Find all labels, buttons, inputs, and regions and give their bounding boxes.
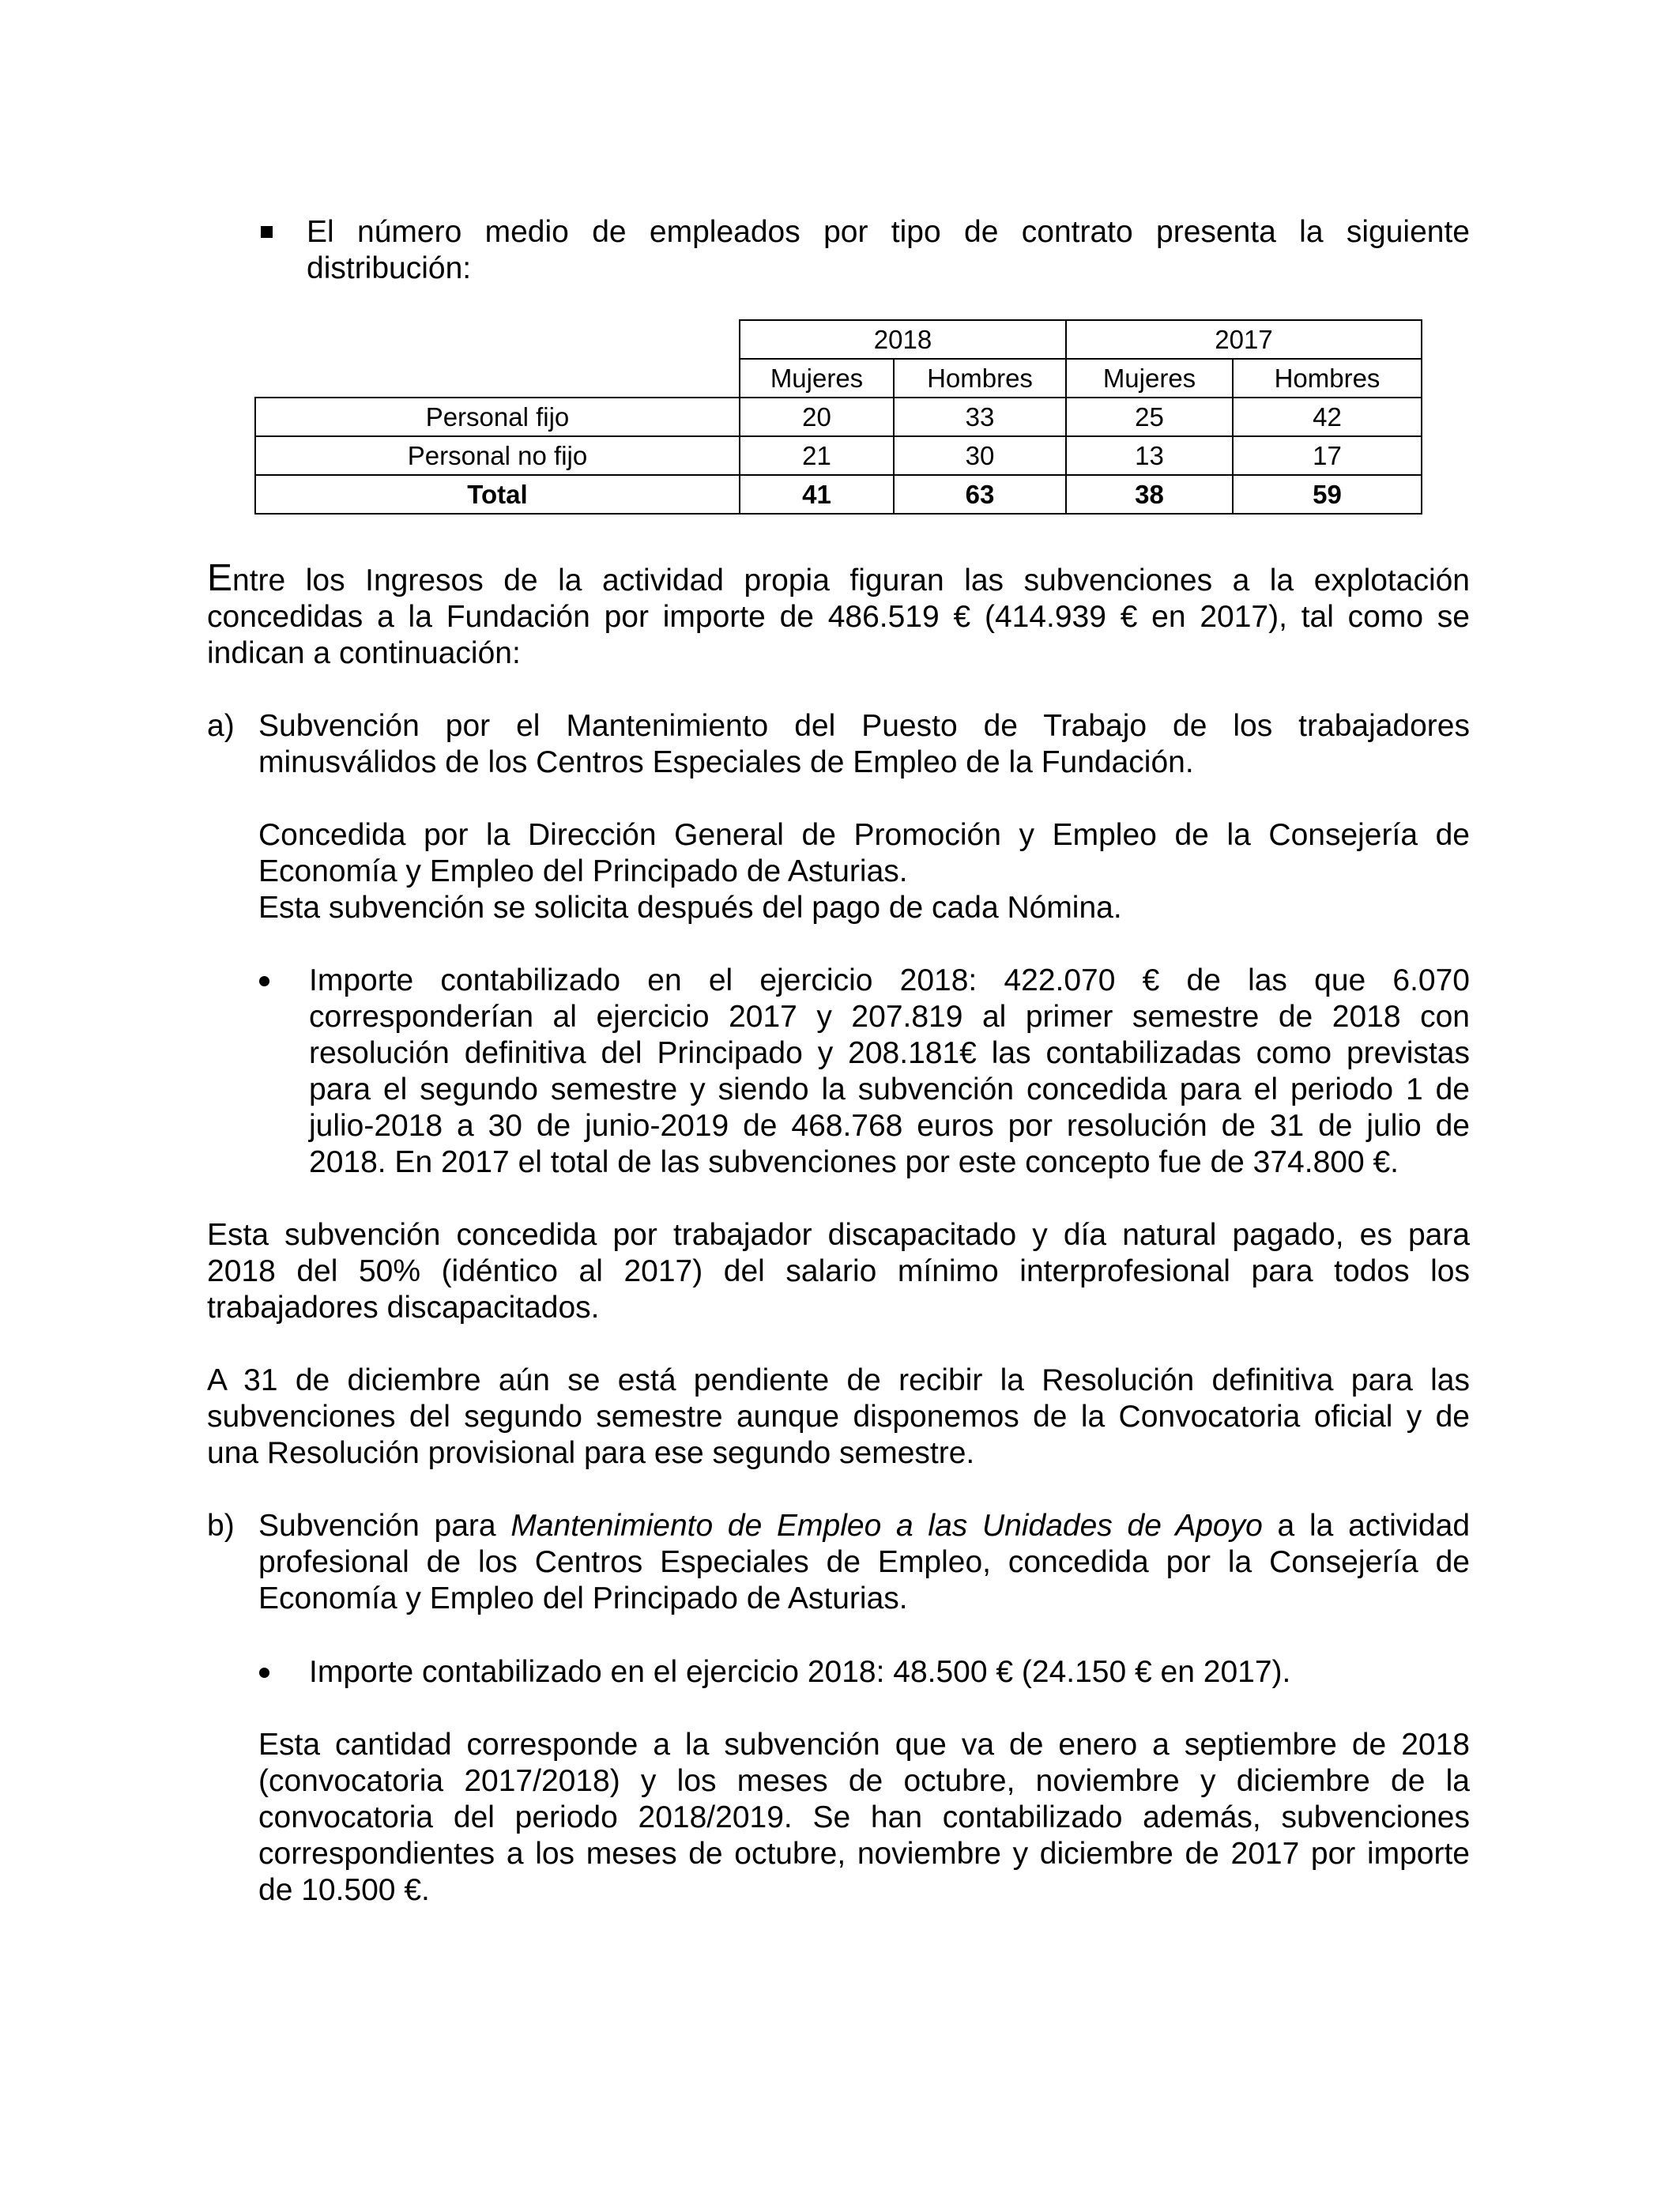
diciembre-line-3: una Resolución provisional para ese segundo semestre. [207, 1436, 975, 1470]
entre-line-1 [207, 557, 1470, 599]
subvencion-line-3: trabajadores discapacitados. [207, 1291, 600, 1325]
item-a-bullet-line-6: 2018. En 2017 el total de las subvenciones por este concepto fue de 374.800 €. [309, 1145, 1399, 1179]
item-a-line-1: Subvención por el Mantenimiento del Puesto de Trabajo de los trabajadores [258, 709, 1470, 743]
item-a-line-2: minusválidos de los Centros Especiales de Empleo de la Fundación. [258, 745, 1194, 779]
table-cell: 20 [740, 398, 894, 436]
year-header: 2017 [1066, 320, 1422, 359]
item-b-line-3: Economía y Empleo del Principado de Asturias. [258, 1581, 908, 1615]
employees-table [254, 319, 1422, 515]
entre-line-1-text: ntre los Ingresos de la actividad propia figuran las subvenciones a la explotación [232, 564, 1470, 598]
subheader-cell: Hombres [894, 359, 1066, 398]
item-a-p2-line-2: Economía y Empleo del Principado de Asturias. [258, 854, 908, 888]
round-bullet-icon [259, 976, 269, 986]
item-b-marker: b) [207, 1509, 235, 1543]
subheader-cell: Mujeres [740, 359, 894, 398]
table-cell: 41 [740, 475, 894, 514]
table-cell: 33 [894, 398, 1066, 436]
year-header: 2018 [740, 320, 1066, 359]
item-b-p-line-1: Esta cantidad corresponde a la subvención que va de enero a septiembre de 2018 [258, 1728, 1470, 1762]
entre-line-2: concedidas a la Fundación por importe de 486.519 € (414.939 € en 2017), tal como se [207, 600, 1470, 634]
table-cell: 38 [1066, 475, 1233, 514]
item-b-line-1-pre: Subvención para [258, 1509, 511, 1543]
table-cell: 63 [894, 475, 1066, 514]
item-b-line-2: profesional de los Centros Especiales de Empleo, concedida por la Consejería de [258, 1545, 1470, 1579]
entre-line-3: indican a continuación: [207, 636, 521, 670]
square-bullet-icon [261, 226, 273, 238]
intro-line-2: distribución: [307, 251, 472, 285]
item-b-p-line-3: convocatoria del periodo 2018/2019. Se han contabilizado además, subvenciones [258, 1800, 1470, 1834]
table-cell: 17 [1233, 436, 1422, 475]
table-total-row [255, 475, 1422, 514]
item-a-p2-line-3: Esta subvención se solicita después del pago de cada Nómina. [258, 891, 1122, 925]
round-bullet-icon [259, 1668, 269, 1678]
subheader-cell: Hombres [1233, 359, 1422, 398]
subheader-cell: Mujeres [1066, 359, 1233, 398]
table-row [255, 398, 1422, 436]
item-b-p-line-5: de 10.500 €. [258, 1873, 430, 1907]
item-b-line-1-post: a la actividad [1262, 1509, 1471, 1543]
table-cell: 42 [1233, 398, 1422, 436]
subvencion-line-1: Esta subvención concedida por trabajador discapacitado y día natural pagado, es para [207, 1218, 1470, 1252]
item-a-p2-line-1: Concedida por la Dirección General de Promoción y Empleo de la Consejería de [258, 818, 1470, 852]
item-b-line-1 [258, 1508, 1470, 1544]
row-label: Total [255, 475, 740, 514]
item-a-marker: a) [207, 709, 235, 743]
table-cell: 21 [740, 436, 894, 475]
table-cell: 30 [894, 436, 1066, 475]
diciembre-line-1: A 31 de diciembre aún se está pendiente de recibir la Resolución definitiva para las [207, 1363, 1470, 1397]
item-b-p-line-2: (convocatoria 2017/2018) y los meses de octubre, noviembre y diciembre de la [258, 1764, 1470, 1798]
drop-letter: E [207, 557, 233, 599]
row-label: Personal fijo [255, 398, 740, 436]
subvencion-line-2: 2018 del 50% (idéntico al 2017) del salario mínimo interprofesional para todos los [207, 1254, 1470, 1288]
row-label: Personal no fijo [255, 436, 740, 475]
item-b-line-1-italic: Mantenimiento de Empleo a las Unidades de Apoyo [510, 1509, 1263, 1543]
table-cell: 25 [1066, 398, 1233, 436]
table-row [255, 436, 1422, 475]
item-a-bullet-line-1: Importe contabilizado en el ejercicio 2018: 422.070 € de las que 6.070 [309, 963, 1470, 997]
item-b-bullet: Importe contabilizado en el ejercicio 2018: 48.500 € (24.150 € en 2017). [309, 1655, 1291, 1689]
item-a-bullet-line-4: para el segundo semestre y siendo la subvención concedida para el periodo 1 de [309, 1072, 1470, 1106]
item-b-p-line-4: correspondientes a los meses de octubre, noviembre y diciembre de 2017 por importe [258, 1837, 1470, 1871]
table-cell: 13 [1066, 436, 1233, 475]
table-year-row [255, 320, 1422, 359]
item-a-bullet-line-5: julio-2018 a 30 de junio-2019 de 468.768 euros por resolución de 31 de julio de [309, 1109, 1470, 1143]
table-cell: 59 [1233, 475, 1422, 514]
item-a-bullet-line-3: resolución definitiva del Principado y 208.181€ las contabilizadas como previstas [309, 1036, 1470, 1070]
item-a-bullet-line-2: corresponderían al ejercicio 2017 y 207.819 al primer semestre de 2018 con [309, 1000, 1470, 1034]
table-subheader-row [255, 359, 1422, 398]
diciembre-line-2: subvenciones del segundo semestre aunque disponemos de la Convocatoria oficial y de [207, 1400, 1470, 1434]
intro-line-1: El número medio de empleados por tipo de contrato presenta la siguiente [307, 215, 1470, 249]
